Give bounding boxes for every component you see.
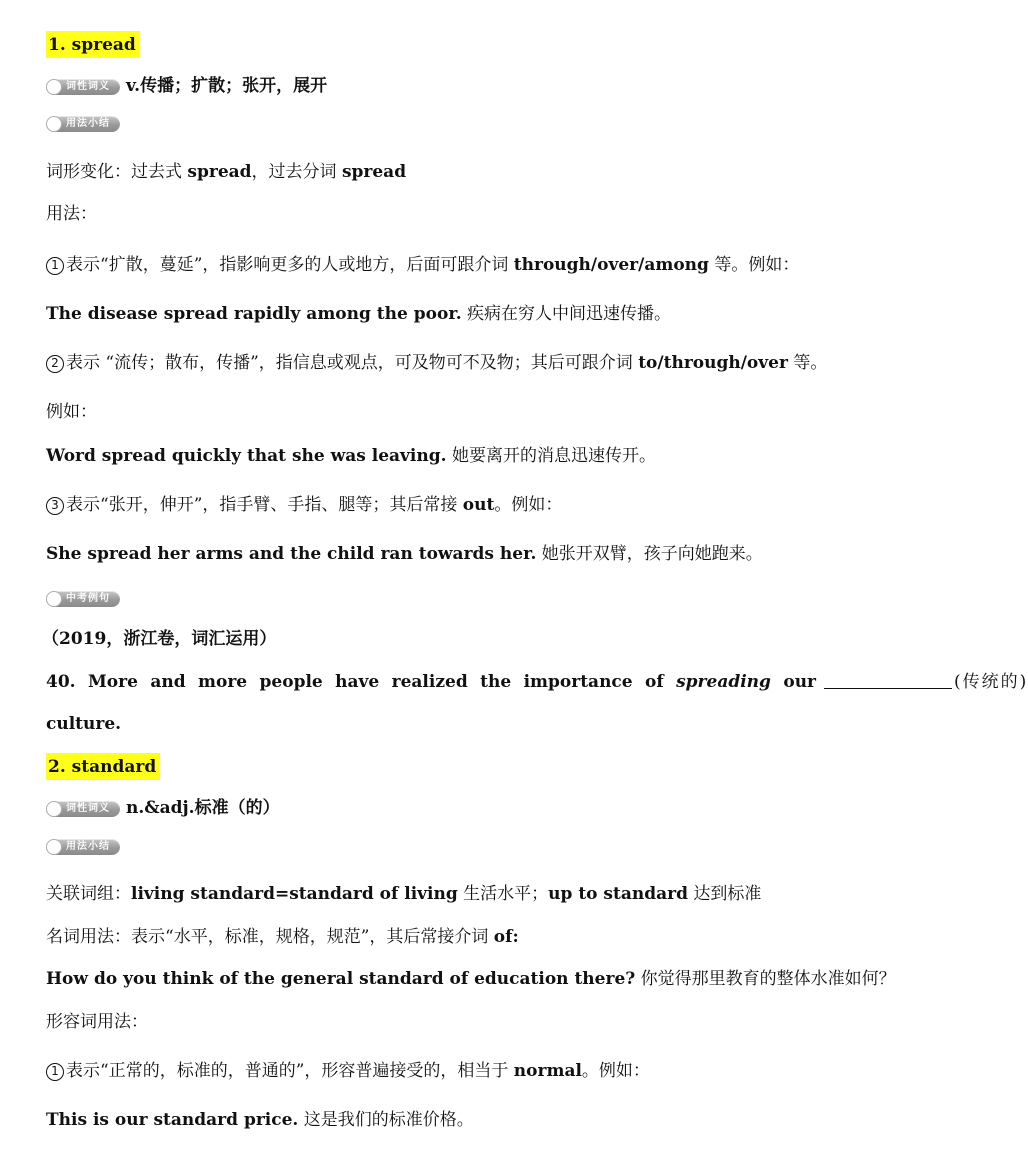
collocation-phrase-1: living standard=standard of living [131,884,458,904]
example-zh: 疾病在穷人中间迅速传播。 [461,304,672,324]
item-text-end: 等。 [787,353,828,373]
section-heading-spread [46,33,140,57]
pill-label: 用法小结 [66,840,110,852]
heading-text: 2. standard [46,753,160,780]
item-text: 表示“张开，伸开”，指手臂、手指、腿等；其后常接 [66,495,463,515]
forms-past: spread [187,162,252,182]
exam-source [42,627,276,651]
item-text: 表示 “流传；散布，传播”，指信息或观点，可及物可不及物；其后可跟介词 [66,353,639,373]
adj-item-1 [46,1059,650,1083]
question-text: 40. More and more people have realized the importance of [46,672,677,692]
pos-pill [46,801,120,817]
question-text-end: culture. [46,714,122,734]
example-en: This is our standard price. [46,1110,299,1130]
example-en: How do you think of the general standard of education there? [46,969,636,989]
example-zh: 这是我们的标准价格。 [298,1110,474,1130]
pos-row-standard [46,796,280,820]
question-text-our: our [770,672,817,692]
usage-pill [46,116,120,132]
item-text-cont: 例如： [46,402,97,422]
item-text-end: 。例如： [494,495,563,515]
pill-label: 词性词义 [66,802,110,814]
usage-label-text: 用法： [46,204,97,224]
word-forms [46,160,406,184]
example-en: Word spread quickly that she was leaving. [46,446,447,466]
adj-usage-label [46,1010,148,1034]
exam-pill [46,591,120,607]
item-text: 表示“正常的，标准的，普通的”，形容普遍接受的，相当于 [66,1061,514,1081]
pill-label: 用法小结 [66,117,110,129]
item-text-end: 。例如： [581,1061,650,1081]
collocation-line [46,882,761,906]
item-prepositions: to/through/over [638,353,788,373]
noun-example [46,967,896,991]
example-2 [46,444,656,468]
item-text: 表示“扩散，蔓延”，指影响更多的人或地方，后面可跟介词 [66,255,514,275]
circled-number: 1 [46,257,64,275]
example-en: The disease spread rapidly among the poor. [46,304,462,324]
usage-label [46,202,97,226]
adj-label-text: 形容词用法： [46,1012,148,1032]
noun-usage-prep: of: [493,927,519,947]
section-heading-standard [46,755,160,779]
usage-item-1 [46,253,799,277]
pill-label: 词性词义 [66,80,110,92]
example-1 [46,302,671,326]
exam-question-cont [46,712,121,736]
forms-mid: ，过去分词 [251,162,342,182]
item-prepositions: through/over/among [513,255,709,275]
answer-blank[interactable] [824,672,952,689]
circled-number: 3 [46,497,64,515]
pos-pill [46,79,120,95]
forms-prefix: 词形变化：过去式 [46,162,188,182]
usage-item-3 [46,493,562,517]
circled-number: 2 [46,355,64,373]
collocation-meaning-2: 达到标准 [687,884,762,904]
example-zh: 她张开双臂，孩子向她跑来。 [536,544,763,564]
forms-pp: spread [341,162,407,182]
collocation-phrase-2: up to standard [548,884,688,904]
collocation-meaning-1: 生活水平； [457,884,549,904]
example-zh: 你觉得那里教育的整体水准如何？ [635,969,896,989]
circled-number: 1 [46,1063,64,1081]
pill-label: 中考例句 [66,592,110,604]
question-hint: (传统的) [954,672,1028,692]
usage-pill-row-spread [46,111,120,135]
heading-text: 1. spread [46,31,140,58]
question-italic-word: spreading [676,672,771,692]
example-en: She spread her arms and the child ran towards her. [46,544,537,564]
noun-usage-text: 名词用法：表示“水平，标准，规格，规范”，其后常接介词 [46,927,494,947]
item-text-end: 等。例如： [708,255,800,275]
item-keyword: normal [513,1061,582,1081]
pos-text: v.传播；扩散；张开，展开 [126,76,328,96]
usage-pill [46,839,120,855]
item-keyword: out [462,495,495,515]
exam-question [46,670,1028,694]
example-zh: 她要离开的消息迅速传开。 [446,446,656,466]
pos-row-spread [46,74,327,98]
exam-pill-row [46,586,120,610]
usage-pill-row-standard [46,834,120,858]
usage-item-2 [46,351,827,375]
adj-example [46,1108,474,1132]
exam-source-text: （2019，浙江卷，词汇运用） [42,629,277,649]
pos-text: n.&adj.标准（的） [126,798,280,818]
collocation-label: 关联词组： [46,884,131,904]
noun-usage [46,925,519,949]
example-3 [46,542,763,566]
usage-item-2-cont [46,400,97,424]
